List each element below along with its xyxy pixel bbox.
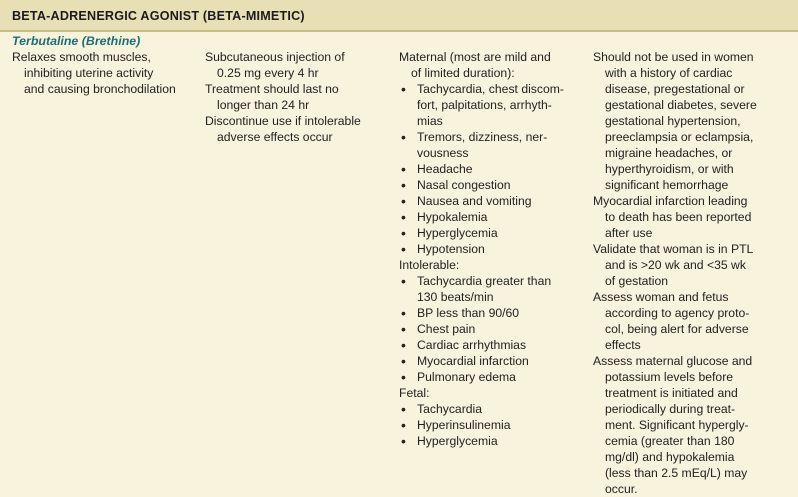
drug-class-title: BETA-ADRENERGIC AGONIST (BETA-MIMETIC)	[12, 9, 305, 23]
bullet-item	[399, 177, 584, 193]
adverse-effects-column	[399, 49, 584, 449]
bullet-item	[399, 193, 584, 209]
bullet-item	[399, 417, 584, 433]
nursing-line: periodically during treat-	[605, 402, 736, 416]
bullet-line: Tachycardia	[417, 402, 483, 416]
dosage-line: Discontinue use if intolerable	[205, 114, 361, 128]
table-header-bar	[0, 0, 798, 32]
bullet-item	[399, 209, 584, 225]
bullet-line: Headache	[417, 162, 473, 176]
dosage-line: Subcutaneous injection of	[205, 50, 345, 64]
nursing-line: significant hemorrhage	[605, 178, 729, 192]
nursing-item	[593, 353, 793, 497]
bullet-item	[399, 337, 584, 353]
action-line: Relaxes smooth muscles,	[12, 50, 151, 64]
action-line: and causing bronchodilation	[24, 82, 176, 96]
bullet-line: Hyperglycemia	[417, 434, 498, 448]
nursing-line: cemia (greater than 180	[605, 434, 735, 448]
action-text	[12, 49, 197, 97]
bullet-line: Pulmonary edema	[417, 370, 516, 384]
nursing-line: Should not be used in women	[593, 50, 754, 64]
nursing-line: gestational diabetes, severe	[605, 98, 757, 112]
maternal-heading	[399, 49, 584, 81]
bullet-line: mias	[417, 114, 443, 128]
nursing-line: occur.	[605, 482, 638, 496]
bullet-line: Myocardial infarction	[417, 354, 529, 368]
nursing-line: (less than 2.5 mEq/L) may	[605, 466, 748, 480]
bullet-line: Hyperglycemia	[417, 226, 498, 240]
bullet-item	[399, 241, 584, 257]
bullet-item	[399, 81, 584, 129]
dosage-item	[205, 113, 390, 145]
action-column	[12, 49, 197, 97]
nursing-line: migraine headaches, or	[605, 146, 733, 160]
nursing-line: disease, pregestational or	[605, 82, 745, 96]
action-line: inhibiting uterine activity	[24, 66, 154, 80]
nursing-line: to death has been reported	[605, 210, 752, 224]
nursing-line: according to agency proto-	[605, 306, 750, 320]
dosage-line: adverse effects occur	[217, 130, 333, 144]
bullet-item	[399, 161, 584, 177]
nursing-item	[593, 289, 793, 353]
nursing-line: Assess woman and fetus	[593, 290, 729, 304]
heading-line: Maternal (most are mild and	[399, 50, 551, 64]
nursing-line: Validate that woman is in PTL	[593, 242, 754, 256]
bullet-item	[399, 129, 584, 161]
nursing-line: effects	[605, 338, 641, 352]
bullet-line: Hypokalemia	[417, 210, 488, 224]
nursing-line: treatment is initiated and	[605, 386, 738, 400]
bullet-line: Hyperinsulinemia	[417, 418, 511, 432]
bullet-item	[399, 401, 584, 417]
intolerable-heading: Intolerable:	[399, 258, 460, 272]
nursing-line: of gestation	[605, 274, 669, 288]
drug-name: Terbutaline (Brethine)	[12, 34, 141, 48]
fetal-heading: Fetal:	[399, 386, 430, 400]
bullet-item	[399, 273, 584, 305]
bullet-item	[399, 225, 584, 241]
nursing-item	[593, 193, 793, 241]
dosage-item	[205, 49, 390, 81]
nursing-line: mg/dl) and hypokalemia	[605, 450, 735, 464]
dosage-line: 0.25 mg every 4 hr	[217, 66, 319, 80]
dosage-item	[205, 81, 390, 113]
nursing-line: after use	[605, 226, 653, 240]
bullet-line: Hypotension	[417, 242, 485, 256]
nursing-item	[593, 241, 793, 289]
nursing-line: Assess maternal glucose and	[593, 354, 753, 368]
bullet-line: vousness	[417, 146, 469, 160]
dosage-line: Treatment should last no	[205, 82, 339, 96]
nursing-line: ment. Significant hypergly-	[605, 418, 749, 432]
bullet-line: Cardiac arrhythmias	[417, 338, 527, 352]
dosage-line: longer than 24 hr	[217, 98, 310, 112]
nursing-line: gestational hypertension,	[605, 114, 741, 128]
nursing-line: preeclampsia or eclampsia,	[605, 130, 754, 144]
bullet-line: Nausea and vomiting	[417, 194, 532, 208]
nursing-considerations-column	[593, 49, 793, 497]
nursing-line: potassium levels before	[605, 370, 734, 384]
bullet-line: Tachycardia, chest discom-	[417, 82, 564, 96]
dosage-column	[205, 49, 390, 145]
bullet-item	[399, 353, 584, 369]
bullet-line: Tremors, dizziness, ner-	[417, 130, 548, 144]
heading-line: of limited duration):	[411, 66, 515, 80]
bullet-item	[399, 305, 584, 321]
nursing-line: with a history of cardiac	[605, 66, 733, 80]
nursing-line: Myocardial infarction leading	[593, 194, 748, 208]
bullet-line: 130 beats/min	[417, 290, 494, 304]
bullet-item	[399, 369, 584, 385]
bullet-line: Nasal congestion	[417, 178, 511, 192]
bullet-line: fort, palpitations, arrhyth-	[417, 98, 552, 112]
bullet-line: BP less than 90/60	[417, 306, 520, 320]
nursing-line: col, being alert for adverse	[605, 322, 749, 336]
bullet-line: Chest pain	[417, 322, 476, 336]
bullet-item	[399, 321, 584, 337]
nursing-line: hyperthyroidism, or with	[605, 162, 734, 176]
nursing-line: and is >20 wk and <35 wk	[605, 258, 746, 272]
bullet-line: Tachycardia greater than	[417, 274, 552, 288]
bullet-item	[399, 433, 584, 449]
nursing-item	[593, 49, 793, 193]
